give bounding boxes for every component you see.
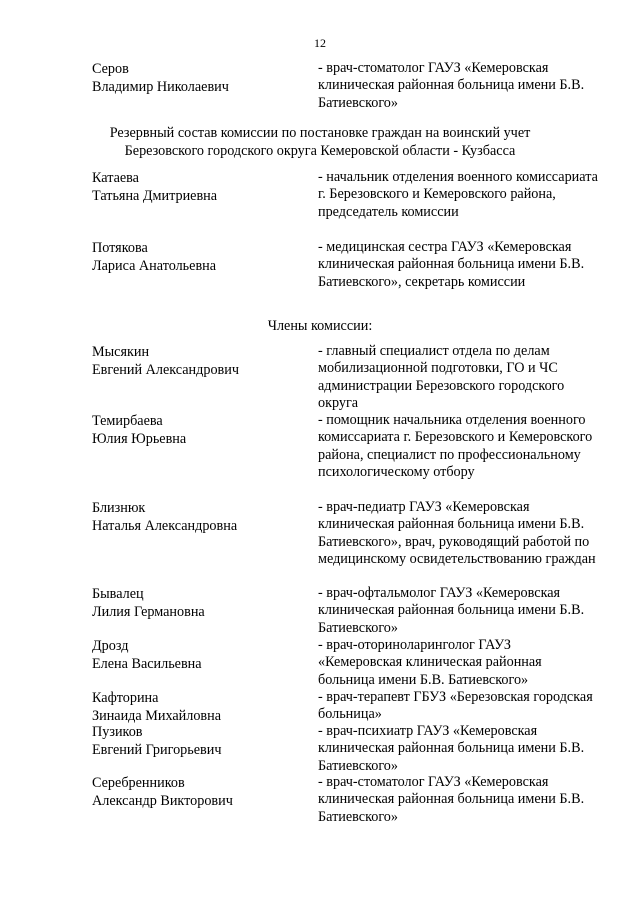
person-name [92,60,312,96]
member-entry [0,774,640,826]
member-entry [0,343,640,412]
surname: Пузиков [92,724,143,740]
surname: Катаева [92,170,139,186]
position-description: - врач-педиатр ГАУЗ «Кемеровская клиническая районная больница имени Б.В. Батиевского», врач, руководящий работой по медицинскому освидетельствованию граждан [318,499,596,567]
person-name [92,637,312,673]
reserve-heading-line-1: Резервный состав комиссии по постановке граждан на воинский учет [109,125,531,141]
person-name [92,774,312,810]
member-entry [0,637,640,689]
person-name [92,585,312,621]
member-entry [0,412,640,481]
surname: Дрозд [92,638,129,654]
surname: Мысякин [92,344,150,360]
given-names: Владимир Николаевич [92,79,229,95]
member-entry [0,585,640,637]
position-description: - помощник начальника отделения военного комиссариата г. Березовского и Кемеровского района, специалист по профессиональному психологическому отбору [318,412,593,480]
surname: Близнюк [92,500,146,516]
person-name [92,169,312,205]
surname: Темирбаева [92,413,163,429]
member-entry [0,499,640,568]
given-names: Наталья Александровна [92,518,238,534]
member-entry [0,689,640,724]
given-names: Лилия Германовна [92,604,205,620]
position-description: - врач-офтальмолог ГАУЗ «Кемеровская клиническая районная больница имени Б.В. Батиевского» [318,585,585,636]
position-description: - начальник отделения военного комиссариата г. Березовского и Кемеровского района, председатель комиссии [318,169,598,220]
position-description: - врач-оториноларинголог ГАУЗ «Кемеровская клиническая районная больница имени Б.В. Батиевского» [318,637,542,688]
given-names: Елена Васильевна [92,656,202,672]
reserve-heading-line-2: Березовского городского округа Кемеровской области - Кузбасса [124,143,516,159]
given-names: Александр Викторович [92,793,233,809]
top-entry [0,60,640,112]
surname: Кафторина [92,690,159,706]
members-heading: Члены комиссии: [267,318,373,334]
surname: Серебренников [92,775,185,791]
surname: Серов [92,61,129,77]
given-names: Татьяна Дмитриевна [92,188,218,204]
given-names: Евгений Александрович [92,362,239,378]
person-name [92,343,312,379]
given-names: Евгений Григорьевич [92,742,222,758]
given-names: Зинаида Михайловна [92,708,222,724]
given-names: Лариса Анатольевна [92,258,217,274]
member-entry [0,723,640,775]
position-description: - медицинская сестра ГАУЗ «Кемеровская клиническая районная больница имени Б.В. Батиевского», секретарь комиссии [318,239,585,290]
person-name [92,499,312,535]
person-name [92,239,312,275]
position-description: - врач-стоматолог ГАУЗ «Кемеровская клиническая районная больница имени Б.В. Батиевского» [318,774,585,825]
position-description: - главный специалист отдела по делам мобилизационной подготовки, ГО и ЧС администрации Березовского городского округа [318,343,565,411]
position-description: - врач-терапевт ГБУЗ «Березовская городская больница» [318,689,593,723]
person-name [92,412,312,448]
person-name [92,723,312,759]
reserve-leader-entry [0,169,640,221]
page-number: 12 [314,36,326,50]
reserve-leader-entry [0,239,640,291]
position-description: - врач-психиатр ГАУЗ «Кемеровская клиническая районная больница имени Б.В. Батиевского» [318,723,585,774]
surname: Бывалец [92,586,144,602]
position-description: - врач-стоматолог ГАУЗ «Кемеровская клиническая районная больница имени Б.В. Батиевского» [318,60,585,111]
given-names: Юлия Юрьевна [92,431,187,447]
person-name [92,689,312,725]
surname: Потякова [92,240,148,256]
